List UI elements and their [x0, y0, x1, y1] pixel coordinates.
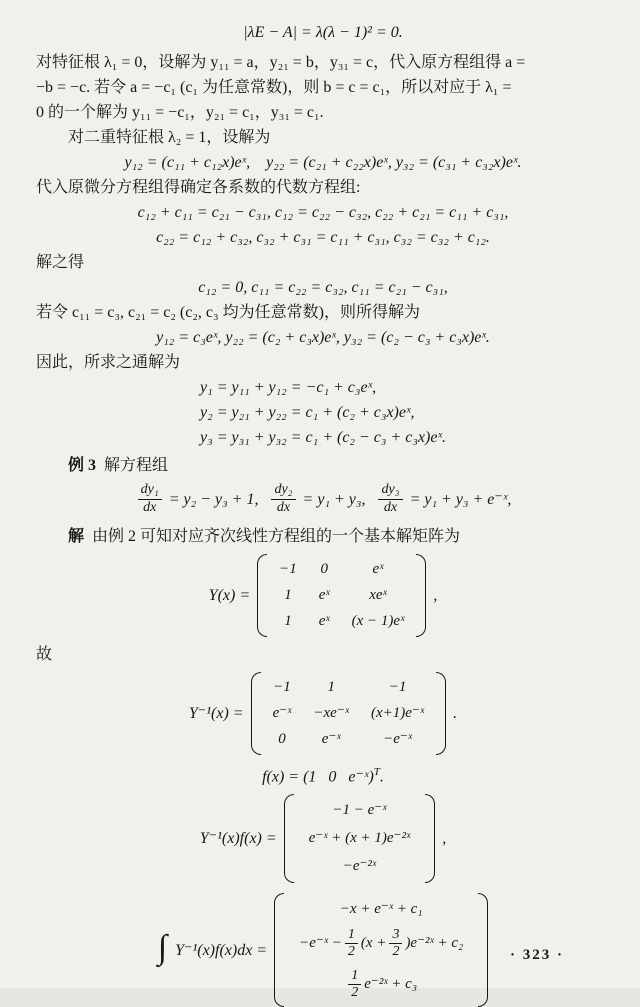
- matrix-cell: (x − 1)eˣ: [351, 613, 405, 629]
- para-therefore: 因此，所求之通解为: [36, 354, 181, 371]
- vector-cell: −x + e⁻ˣ + c₁: [339, 901, 423, 918]
- para-root1-line1: 对特征根 λ₁ = 0，设解为 y₁₁ = a，y₂₁ = b，y₃₁ = c，代入原方程组得 a =: [36, 54, 526, 71]
- example3-title: 解方程组: [104, 457, 169, 474]
- matrix-cell: xeˣ: [369, 587, 387, 603]
- vector-Yf-lhs: Y⁻¹(x)f(x) =: [199, 830, 277, 848]
- equation-dy1-rhs: = y₂ − y₃ + 1,: [168, 490, 259, 508]
- matrix-cell: −1: [273, 679, 291, 695]
- para-root1-line2: −b = −c. 若令 a = −c₁ (c₁ 为任意常数)，则 b = c = c₁，所以对应于 λ₁ =: [36, 79, 512, 96]
- fraction-dy2-dx: $\frac{\text{dy₂}}{dx}$: [271, 482, 295, 515]
- left-paren: [274, 893, 284, 1006]
- example3-label: 例 3: [68, 457, 97, 474]
- right-paren: [416, 554, 426, 637]
- matrix-cell: 0: [278, 731, 286, 747]
- example3-system-eq: [36, 478, 610, 520]
- vector-Yf: [284, 794, 436, 883]
- right-paren: [436, 672, 446, 755]
- solution-intro: [36, 524, 610, 549]
- left-paren: [251, 672, 261, 755]
- solved-coefficients-eq: c₁₂ = 0, c₁₁ = c₂₂ = c₃₂, c₁₁ = c₂₁ − c₃₁,: [198, 279, 448, 296]
- integral-row2-part1: −e⁻ˣ −: [299, 935, 342, 952]
- matrix-Y-cells: [270, 554, 413, 637]
- fraction-one-half: $\frac{1}{2}$: [345, 927, 358, 960]
- f-vector-lhs: f(x) = (1 0 e⁻ˣ): [262, 768, 374, 786]
- equation-dy2-rhs: = y₁ + y₃,: [302, 490, 366, 508]
- para-solving: 解之得: [36, 254, 85, 271]
- equation-dy2: [268, 482, 365, 515]
- equation-dy1: [135, 482, 259, 515]
- solution2-eq: y₁₂ = c₃eˣ, y₂₂ = (c₂ + c₃x)eˣ, y₃₂ = (c₂ − c₃ + c₃x)eˣ.: [156, 329, 490, 346]
- matrix-Y-lhs: Y(x) =: [208, 587, 251, 604]
- vector-cell: −1 − e⁻ˣ: [332, 802, 387, 819]
- integral-row2-part3: )e⁻²ˣ + c₂: [405, 935, 464, 952]
- transpose-superscript: T: [373, 766, 380, 778]
- matrix-cell: eˣ: [318, 613, 330, 629]
- left-paren: [284, 794, 294, 883]
- general-solution-line2: y₂ = y₂₁ + y₂₂ = c₁ + (c₂ + c₃x)eˣ,: [200, 404, 415, 421]
- general-solution-block: [36, 375, 610, 450]
- integral-vector: [274, 893, 488, 1006]
- matrix-cell: e⁻ˣ: [272, 705, 292, 721]
- integral-lhs: Y⁻¹(x)f(x)dx =: [175, 941, 268, 959]
- para-let-constants: 若令 c₁₁ = c₃, c₂₁ = c₂ (c₂, c₃ 均为任意常数)，则所得解为: [36, 304, 420, 321]
- matrix-Y: [257, 554, 426, 637]
- matrix-cell: (x+1)e⁻ˣ: [371, 705, 425, 721]
- vector-cell: e⁻ˣ + (x + 1)e⁻²ˣ: [308, 830, 411, 847]
- fraction-one-half: $\frac{1}{2}$: [348, 968, 361, 1001]
- matrix-Yinv-cells: [264, 672, 434, 755]
- integral-row3-part: e⁻²ˣ + c₃: [364, 975, 418, 992]
- left-paren: [257, 554, 267, 637]
- solve-label: 解: [68, 528, 85, 545]
- matrix-Y-equation: [36, 554, 610, 637]
- vector-Yf-cells: [297, 794, 423, 883]
- right-paren: [478, 893, 488, 1006]
- vector-cell: [345, 968, 417, 1001]
- general-solution-line3: y₃ = y₃₁ + y₃₂ = c₁ + (c₂ − c₃ + c₃x)eˣ.: [200, 429, 446, 446]
- matrix-cell: 0: [320, 561, 328, 577]
- integral-vector-cells: [287, 893, 475, 1006]
- right-paren: [425, 794, 435, 883]
- vector-cell: −e⁻²ˣ: [342, 858, 377, 875]
- vector-Yf-tail: ,: [442, 830, 447, 848]
- general-solution-line1: y₁ = y₁₁ + y₁₂ = −c₁ + c₃eˣ,: [200, 379, 377, 396]
- para-substitute: 代入原微分方程组得确定各系数的代数方程组:: [36, 179, 361, 196]
- matrix-cell: −1: [388, 679, 407, 695]
- matrix-Yinv-tail: .: [453, 705, 458, 722]
- matrix-Yinv: [251, 672, 447, 755]
- integral-row2-part2: (x +: [360, 935, 387, 952]
- para-root1-line3: 0 的一个解为 y₁₁ = −c₁，y₂₁ = c₁，y₃₁ = c₁.: [36, 104, 324, 121]
- paragraph-root1: [36, 50, 610, 125]
- equation-dy3-rhs: = y₁ + y₃ + e⁻ˣ,: [409, 490, 512, 508]
- f-vector-equation: [36, 760, 610, 789]
- page-number: · 323 ·: [509, 947, 564, 963]
- equation-dy3: [375, 482, 511, 515]
- vector-Yf-equation: [36, 794, 610, 883]
- matrix-Y-tail: ,: [433, 587, 438, 604]
- matrix-cell: 1: [284, 613, 292, 629]
- para-therefore-gu: 故: [36, 646, 53, 663]
- assumed-solution-eq: y₁₂ = (c₁₁ + c₁₂x)eˣ, y₂₂ = (c₂₁ + c₂₂x)eˣ, y₃₂ = (c₃₁ + c₃₂x)eˣ.: [124, 154, 522, 171]
- algebraic-eq-line2: c₂₂ = c₁₂ + c₃₂, c₃₂ + c₃₁ = c₁₁ + c₃₁, c₃₂ = c₃₂ + c₁₂.: [156, 229, 490, 246]
- algebraic-eq-line1: c₁₂ + c₁₁ = c₂₁ − c₃₁, c₁₂ = c₂₂ − c₃₂, c₂₂ + c₂₁ = c₁₁ + c₃₁,: [137, 204, 509, 221]
- fraction-three-halves: $\frac{3}{2}$: [389, 927, 402, 960]
- para-double-root: 对二重特征根 λ₂ = 1，设解为: [68, 129, 271, 146]
- matrix-cell: 1: [327, 679, 335, 695]
- integral-sign: ∫: [157, 929, 168, 967]
- matrix-cell: −1: [279, 561, 297, 577]
- matrix-cell: eˣ: [318, 587, 330, 603]
- matrix-cell: −xe⁻ˣ: [313, 705, 349, 721]
- matrix-cell: 1: [284, 587, 292, 603]
- matrix-cell: eˣ: [372, 561, 384, 577]
- fraction-dy3-dx: $\frac{\text{dy₃}}{dx}$: [378, 482, 402, 515]
- f-vector-tail: .: [379, 768, 384, 786]
- fraction-dy1-dx: $\frac{\text{dy₁}}{dx}$: [138, 482, 162, 515]
- eigenvalue-equation: |λE − A| = λ(λ − 1)² = 0.: [243, 24, 403, 41]
- solution-intro-text: 由例 2 可知对应齐次线性方程组的一个基本解矩阵为: [92, 528, 461, 545]
- matrix-cell: −e⁻ˣ: [383, 731, 413, 747]
- matrix-cell: e⁻ˣ: [321, 731, 341, 747]
- vector-cell: [299, 927, 463, 960]
- example3-heading: [36, 453, 610, 478]
- matrix-Yinv-equation: [36, 672, 610, 755]
- matrix-Yinv-lhs: Y⁻¹(x) =: [188, 705, 244, 722]
